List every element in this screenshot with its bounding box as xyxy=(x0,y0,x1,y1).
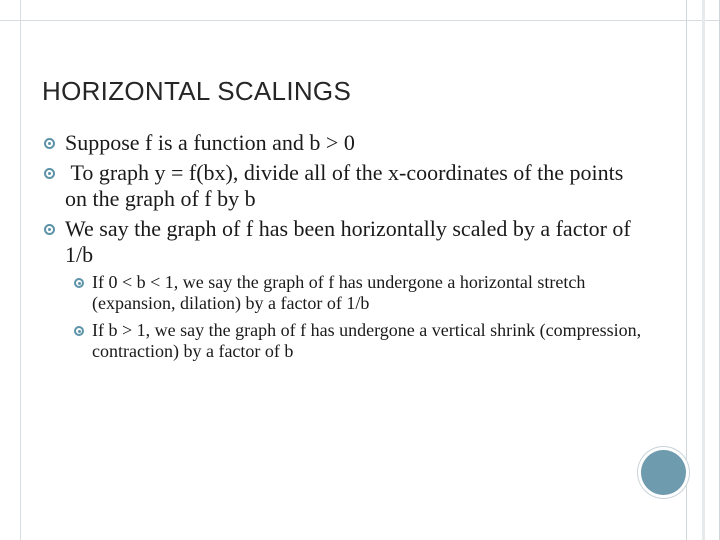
sub-bullet-ring-icon xyxy=(74,272,92,293)
decorative-circle xyxy=(641,450,686,495)
slide-title: HORIZONTAL SCALINGS xyxy=(42,76,352,106)
sub-bullet-ring-icon xyxy=(74,320,92,341)
frame-top-border xyxy=(0,0,720,21)
bullet-text: To graph y = f(bx), divide all of the x-coordinates of the points on the graph of f by b xyxy=(65,160,629,211)
bullet-text: We say the graph of f has been horizontally scaled by a factor of 1/b xyxy=(65,216,631,267)
bullet-ring-icon xyxy=(44,216,65,242)
sub-bullet-text: If b > 1, we say the graph of f has undergone a vertical shrink (compression, contraction) by a factor of b xyxy=(92,320,642,361)
bullet-item xyxy=(44,160,644,212)
sub-bullet-text: If 0 < b < 1, we say the graph of f has undergone a horizontal stretch (expansion, dilation) by a factor of 1/b xyxy=(92,272,586,313)
frame-line xyxy=(686,0,687,540)
bullet-text: Suppose f is a function and b > 0 xyxy=(65,130,355,155)
sub-bullet-item xyxy=(74,320,644,362)
bullet-ring-icon xyxy=(44,130,65,156)
bullet-item xyxy=(44,216,644,268)
frame-line xyxy=(702,0,705,540)
sub-bullet-item xyxy=(74,272,644,314)
bullet-ring-icon xyxy=(44,160,65,186)
frame-right-border xyxy=(686,0,720,540)
frame-left-border xyxy=(0,0,21,540)
bullet-list xyxy=(44,130,644,368)
bullet-item xyxy=(44,130,644,156)
